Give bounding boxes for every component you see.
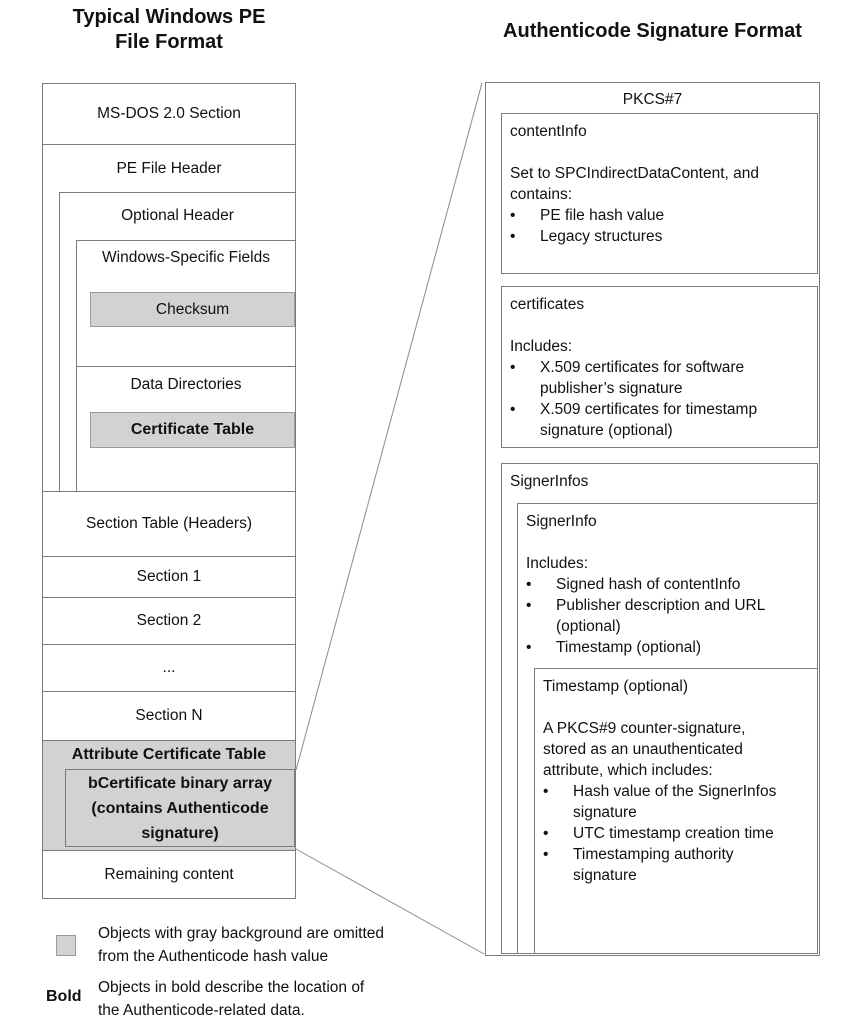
list-item: [510, 357, 757, 378]
legend-gray-line1: Objects with gray background are omitted: [98, 925, 385, 942]
bullet-icon: •: [526, 639, 532, 656]
bullet-icon: •: [543, 783, 549, 800]
contentinfo-content: [510, 121, 759, 247]
signerinfos-label: SignerInfos: [510, 473, 589, 490]
signerinfo-para-line1: Includes:: [526, 555, 589, 572]
bullet-text: signature: [573, 867, 637, 884]
row-section-2: Section 2: [136, 612, 202, 629]
bullet-indent: [510, 378, 540, 399]
legend-bold-line2: the Authenticode-related data.: [98, 1002, 305, 1019]
legend-gray-line2: from the Authenticode hash value: [98, 948, 329, 965]
row-optional-header: Optional Header: [121, 207, 234, 224]
pkcs7-label: PKCS#7: [622, 91, 683, 108]
timestamp-para-line2: stored as an unauthenticated: [543, 741, 743, 758]
bullet-text: Publisher description and URL: [556, 597, 766, 614]
bullet-icon: •: [510, 401, 516, 418]
list-item-continuation: [543, 865, 776, 886]
bullet-text: Hash value of the SignerInfos: [573, 783, 777, 800]
row-checksum: Checksum: [155, 300, 230, 318]
timestamp-para-line1: A PKCS#9 counter-signature,: [543, 720, 746, 737]
legend-bold-text: [98, 976, 364, 1022]
left-title-line2: File Format: [115, 31, 223, 53]
bullet-text: Legacy structures: [540, 228, 663, 245]
bullet-icon: •: [510, 228, 516, 245]
bullet-text: Timestamp (optional): [556, 639, 702, 656]
list-item: [526, 574, 765, 595]
bullet-text: signature: [573, 804, 637, 821]
bullet-text: UTC timestamp creation time: [573, 825, 774, 842]
bullet-indent: [510, 420, 540, 441]
timestamp-content: [543, 676, 776, 886]
signerinfo-label: SignerInfo: [526, 513, 597, 530]
contentinfo-label: contentInfo: [510, 123, 587, 140]
row-msdos-section: MS-DOS 2.0 Section: [97, 105, 241, 122]
bullet-text: PE file hash value: [540, 207, 665, 224]
bcertificate-line2: (contains Authenticode: [91, 799, 269, 817]
bcertificate-line3: signature): [141, 824, 219, 842]
connector-line-top: [296, 83, 482, 770]
list-item-continuation: [543, 802, 776, 823]
legend-bold-line1: Objects in bold describe the location of: [98, 979, 365, 996]
bullet-text: Signed hash of contentInfo: [556, 576, 741, 593]
legend-gray-swatch: [56, 935, 76, 956]
bullet-text: Timestamping authority: [573, 846, 734, 863]
row-section-1: Section 1: [136, 568, 202, 585]
bullet-icon: •: [510, 359, 516, 376]
row-bcertificate: [65, 769, 295, 847]
bullet-icon: •: [543, 846, 549, 863]
timestamp-para-line3: attribute, which includes:: [543, 762, 713, 779]
list-item: [510, 205, 759, 226]
bullet-indent: [543, 802, 573, 823]
certificates-label: certificates: [510, 296, 585, 313]
row-section-n: Section N: [135, 706, 203, 724]
row-data-directories: Data Directories: [130, 376, 242, 393]
timestamp-label: Timestamp (optional): [543, 678, 689, 695]
row-certificate-table: Certificate Table: [130, 421, 255, 438]
bullet-text: X.509 certificates for software: [540, 359, 745, 376]
list-item-continuation: [510, 378, 757, 399]
row-remaining-content: Remaining content: [104, 865, 234, 883]
signerinfos-content: [510, 471, 588, 492]
right-title: Authenticode Signature Format: [503, 20, 802, 42]
list-item: [526, 595, 765, 616]
row-attribute-certificate-table: Attribute Certificate Table: [71, 746, 267, 763]
list-item: [526, 637, 765, 658]
bullet-indent: [543, 865, 573, 886]
bullet-text: X.509 certificates for timestamp: [540, 401, 758, 418]
certificates-para-line1: Includes:: [510, 338, 573, 355]
legend-gray-text: [98, 922, 384, 968]
legend-bold-swatch: Bold: [46, 988, 82, 1005]
list-item: [510, 399, 757, 420]
row-windows-specific-fields: Windows-Specific Fields: [102, 249, 270, 266]
signerinfo-content: [526, 511, 765, 658]
list-item: [510, 226, 759, 247]
bullet-text: signature (optional): [540, 422, 673, 439]
list-item-continuation: [510, 420, 757, 441]
list-item: [543, 844, 776, 865]
list-item: [543, 781, 776, 802]
bullet-text: publisher’s signature: [540, 380, 683, 397]
contentinfo-para-line2: contains:: [510, 186, 573, 203]
bullet-text: (optional): [556, 618, 621, 635]
bullet-icon: •: [526, 576, 532, 593]
bullet-icon: •: [510, 207, 516, 224]
contentinfo-para-line1: Set to SPCIndirectDataContent, and: [510, 165, 760, 182]
row-ellipsis: ...: [162, 659, 176, 676]
certificates-content: [510, 294, 757, 441]
bullet-indent: [526, 616, 556, 637]
bullet-icon: •: [543, 825, 549, 842]
left-title-line1: Typical Windows PE: [72, 6, 266, 28]
row-section-table: Section Table (Headers): [86, 514, 252, 532]
row-pe-file-header: PE File Header: [116, 159, 222, 177]
bullet-icon: •: [526, 597, 532, 614]
left-title: [42, 5, 296, 55]
bcertificate-line1: bCertificate binary array: [87, 774, 273, 792]
list-item-continuation: [526, 616, 765, 637]
list-item: [543, 823, 776, 844]
